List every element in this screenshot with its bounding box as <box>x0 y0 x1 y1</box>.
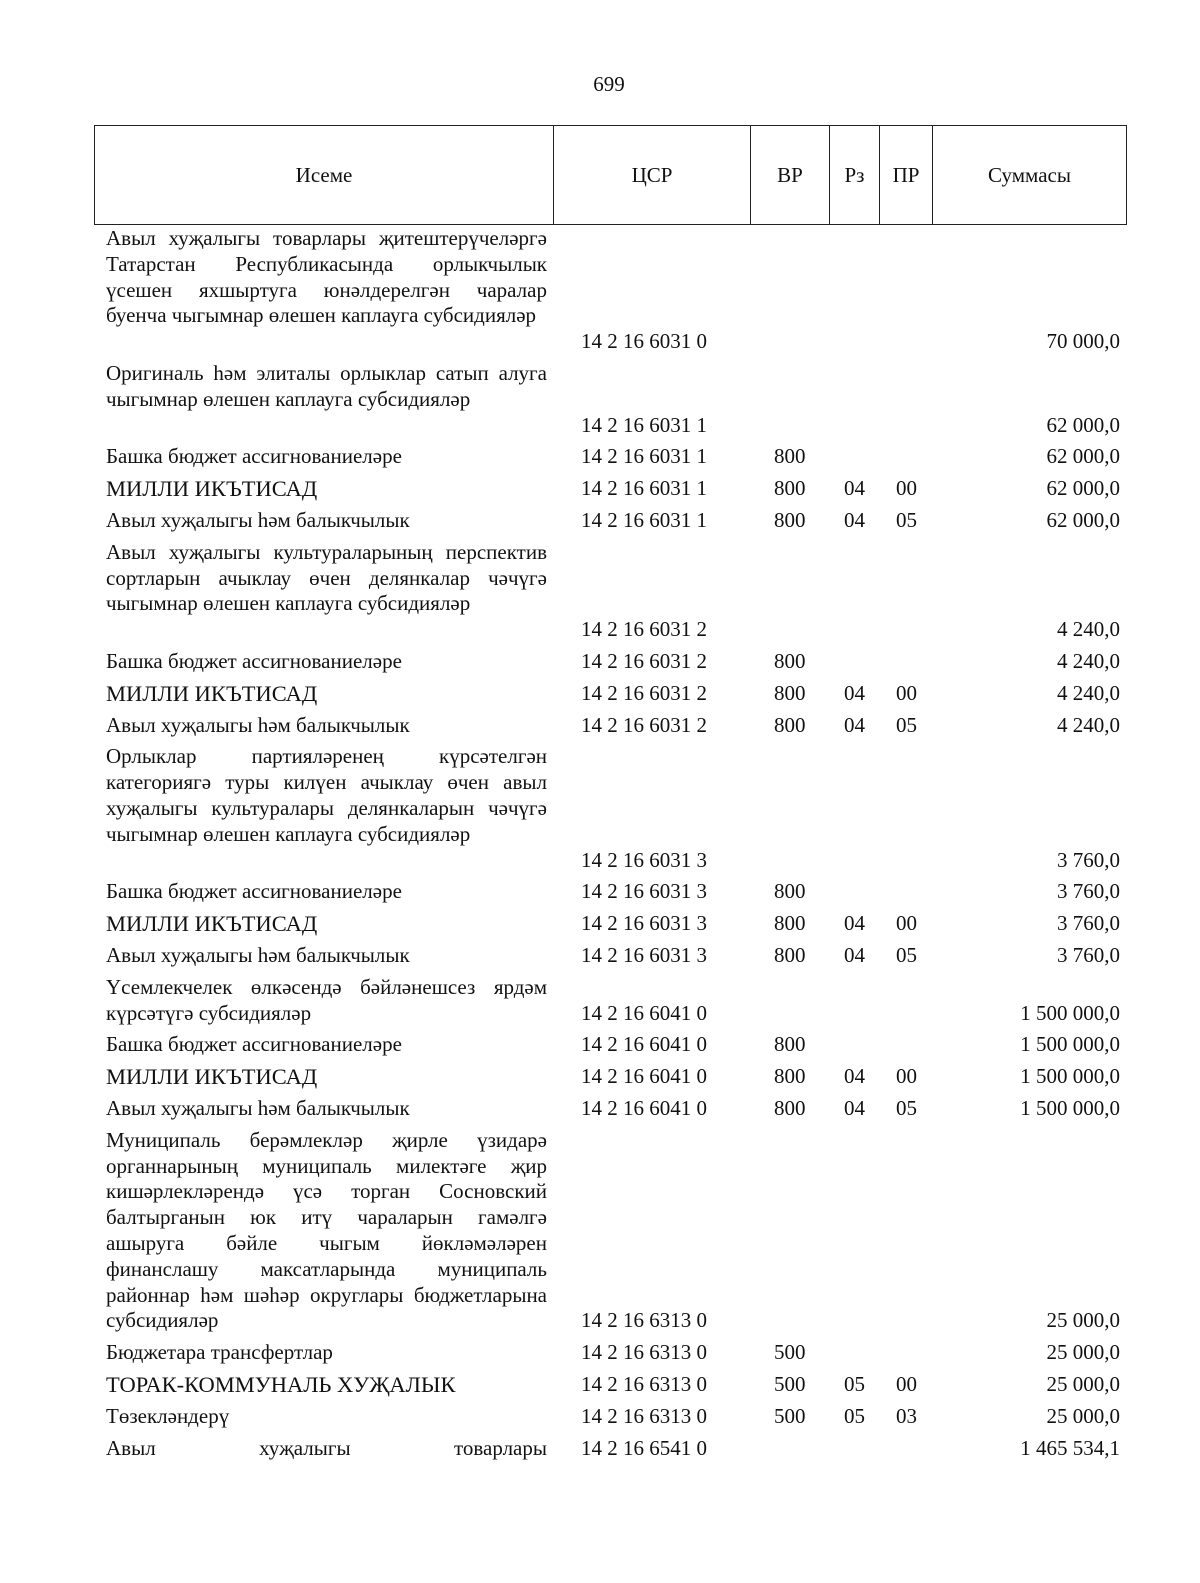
row-csr: 14 2 16 6041 0 <box>581 1064 707 1089</box>
row-name: Бюджетара трансфертлар <box>106 1340 333 1365</box>
table-row <box>0 713 1200 745</box>
row-csr: 14 2 16 6031 3 <box>581 911 707 936</box>
row-sum: 3 760,0 <box>1057 911 1120 936</box>
row-csr: 14 2 16 6031 3 <box>581 879 707 904</box>
row-pr: 00 <box>896 680 917 705</box>
row-rz: 04 <box>844 1064 865 1089</box>
header-sum: Суммасы <box>933 126 1127 225</box>
row-pr: 05 <box>896 712 917 737</box>
row-rz: 04 <box>844 712 865 737</box>
row-name: Авыл хуҗалыгы һәм балыкчылык <box>106 1095 410 1120</box>
table-row <box>0 540 1200 649</box>
table-row <box>0 1032 1200 1064</box>
header-name: Исеме <box>95 126 554 225</box>
row-name: МИЛЛИ ИКЪТИСАД <box>106 1064 318 1090</box>
row-vr: 800 <box>774 1032 806 1057</box>
table-row <box>0 1404 1200 1436</box>
row-csr: 14 2 16 6041 0 <box>581 1032 707 1057</box>
row-pr: 05 <box>896 942 917 967</box>
table-row <box>0 649 1200 681</box>
row-sum: 4 240,0 <box>1057 617 1120 642</box>
row-sum: 1 500 000,0 <box>1020 1064 1120 1089</box>
table-row <box>0 1064 1200 1096</box>
table-row <box>0 1340 1200 1372</box>
row-sum: 1 500 000,0 <box>1020 1032 1120 1057</box>
row-name: Муниципаль берәмлекләр җирле үзидарә органнарының муниципаль милектәге җир кишәрлекләрендә үсә торган Сосновский балтырганын юк итү чараларын гамәлгә ашыруга бәйле чыгым йөкләмәләрен финанслашу максатларында муниципаль районнар һәм шәһәр округлары бюджетларына субсидияләр <box>106 1127 547 1333</box>
table-row <box>0 1372 1200 1404</box>
table-row <box>0 879 1200 911</box>
row-vr: 800 <box>774 712 806 737</box>
row-rz: 05 <box>844 1403 865 1428</box>
row-csr: 14 2 16 6031 1 <box>581 412 707 437</box>
row-csr: 14 2 16 6031 3 <box>581 942 707 967</box>
row-vr: 800 <box>774 911 806 936</box>
row-sum: 3 760,0 <box>1057 847 1120 872</box>
row-vr: 800 <box>774 507 806 532</box>
row-csr: 14 2 16 6031 2 <box>581 712 707 737</box>
header-pr: ПР <box>880 126 933 225</box>
row-sum: 1 465 534,1 <box>1020 1435 1120 1460</box>
header-rz: Рз <box>830 126 880 225</box>
row-sum: 1 500 000,0 <box>1020 1095 1120 1120</box>
row-rz: 04 <box>844 1095 865 1120</box>
row-pr: 05 <box>896 507 917 532</box>
row-sum: 62 000,0 <box>1046 507 1120 532</box>
row-vr: 800 <box>774 476 806 501</box>
row-rz: 04 <box>844 680 865 705</box>
row-pr: 00 <box>896 1371 917 1396</box>
row-sum: 25 000,0 <box>1046 1403 1120 1428</box>
row-name: Башка бюджет ассигнованиеләре <box>106 879 402 904</box>
table-row <box>0 1128 1200 1340</box>
row-csr: 14 2 16 6031 1 <box>581 507 707 532</box>
row-vr: 500 <box>774 1403 806 1428</box>
row-vr: 800 <box>774 648 806 673</box>
row-csr: 14 2 16 6031 2 <box>581 648 707 673</box>
row-pr: 00 <box>896 1064 917 1089</box>
table-row <box>0 681 1200 713</box>
table-header <box>94 125 1127 225</box>
row-sum: 4 240,0 <box>1057 680 1120 705</box>
table-row <box>0 508 1200 540</box>
row-csr: 14 2 16 6313 0 <box>581 1403 707 1428</box>
row-rz: 04 <box>844 507 865 532</box>
row-vr: 800 <box>774 1064 806 1089</box>
row-csr: 14 2 16 6313 0 <box>581 1308 707 1333</box>
row-csr: 14 2 16 6313 0 <box>581 1371 707 1396</box>
table-row <box>0 1096 1200 1128</box>
table-row <box>0 975 1200 1033</box>
row-pr: 00 <box>896 476 917 501</box>
header-csr: ЦСР <box>554 126 751 225</box>
row-pr: 05 <box>896 1095 917 1120</box>
row-name: Оригиналь һәм элиталы орлыклар сатып алуга чыгымнар өлешен каплауга субсидияләр <box>106 361 547 411</box>
row-name: Орлыклар партияләренең күрсәтелгән категориягә туры килүен ачыклау өчен авыл хуҗалыгы культуралары делянкаларын чәчүгә чыгымнар өлешен каплауга субсидияләр <box>106 744 547 846</box>
row-csr: 14 2 16 6313 0 <box>581 1340 707 1365</box>
header-vr: ВР <box>751 126 830 225</box>
row-csr: 14 2 16 6031 2 <box>581 680 707 705</box>
row-sum: 25 000,0 <box>1046 1371 1120 1396</box>
row-sum: 4 240,0 <box>1057 712 1120 737</box>
row-sum: 25 000,0 <box>1046 1308 1120 1333</box>
row-vr: 800 <box>774 1095 806 1120</box>
row-name: Үсемлекчелек өлкәсендә бәйләнешсез ярдәм күрсәтүгә субсидияләр <box>106 974 547 1025</box>
row-vr: 800 <box>774 680 806 705</box>
row-sum: 62 000,0 <box>1046 476 1120 501</box>
row-name: МИЛЛИ ИКЪТИСАД <box>106 680 318 706</box>
row-sum: 25 000,0 <box>1046 1340 1120 1365</box>
row-name: Башка бюджет ассигнованиеләре <box>106 648 402 673</box>
page-number: 699 <box>593 72 625 96</box>
row-pr: 03 <box>896 1403 917 1428</box>
row-name: Башка бюджет ассигнованиеләре <box>106 1032 402 1057</box>
table-body <box>0 226 1200 1467</box>
row-rz: 04 <box>844 911 865 936</box>
row-vr: 800 <box>774 444 806 469</box>
table-row <box>0 444 1200 476</box>
table-row <box>0 744 1200 879</box>
row-sum: 3 760,0 <box>1057 942 1120 967</box>
row-name: Авыл хуҗалыгы һәм балыкчылык <box>106 942 410 967</box>
row-csr: 14 2 16 6031 1 <box>581 476 707 501</box>
row-name: Авыл хуҗалыгы товарлары <box>106 1435 547 1460</box>
table-row <box>0 361 1200 444</box>
row-name: Авыл хуҗалыгы товарлары җитештерүчеләргә Татарстан Республикасында орлыкчылык үсешен яхшыртуга юнәлдерелгән чаралар буенча чыгымнар өлешен каплауга субсидияләр <box>106 226 547 328</box>
row-sum: 1 500 000,0 <box>1020 1000 1120 1025</box>
row-name: МИЛЛИ ИКЪТИСАД <box>106 911 318 937</box>
row-sum: 4 240,0 <box>1057 648 1120 673</box>
row-vr: 500 <box>774 1371 806 1396</box>
table-row <box>0 1436 1200 1468</box>
row-csr: 14 2 16 6041 0 <box>581 1095 707 1120</box>
row-name: Авыл хуҗалыгы һәм балыкчылык <box>106 507 410 532</box>
row-sum: 62 000,0 <box>1046 444 1120 469</box>
row-name: Төзекләндерү <box>106 1403 230 1428</box>
row-name: ТОРАК-КОММУНАЛЬ ХУҖАЛЫК <box>106 1371 456 1397</box>
row-vr: 500 <box>774 1340 806 1365</box>
row-name: МИЛЛИ ИКЪТИСАД <box>106 476 318 502</box>
row-rz: 04 <box>844 476 865 501</box>
row-csr: 14 2 16 6041 0 <box>581 1000 707 1025</box>
table-row <box>0 943 1200 975</box>
row-csr: 14 2 16 6031 2 <box>581 617 707 642</box>
row-sum: 3 760,0 <box>1057 879 1120 904</box>
row-name: Авыл хуҗалыгы культураларының перспектив сортларын ачыклау өчен делянкалар чәчүгә чыгымнар өлешен каплауга субсидияләр <box>106 539 547 616</box>
table-row <box>0 476 1200 508</box>
row-csr: 14 2 16 6031 3 <box>581 847 707 872</box>
table-row <box>0 226 1200 361</box>
row-vr: 800 <box>774 942 806 967</box>
row-rz: 05 <box>844 1371 865 1396</box>
row-csr: 14 2 16 6541 0 <box>581 1435 707 1460</box>
table-row <box>0 911 1200 943</box>
row-sum: 62 000,0 <box>1046 412 1120 437</box>
row-rz: 04 <box>844 942 865 967</box>
row-name: Авыл хуҗалыгы һәм балыкчылык <box>106 712 410 737</box>
row-pr: 00 <box>896 911 917 936</box>
row-csr: 14 2 16 6031 1 <box>581 444 707 469</box>
row-name: Башка бюджет ассигнованиеләре <box>106 444 402 469</box>
row-vr: 800 <box>774 879 806 904</box>
row-csr: 14 2 16 6031 0 <box>581 329 707 354</box>
row-sum: 70 000,0 <box>1046 329 1120 354</box>
